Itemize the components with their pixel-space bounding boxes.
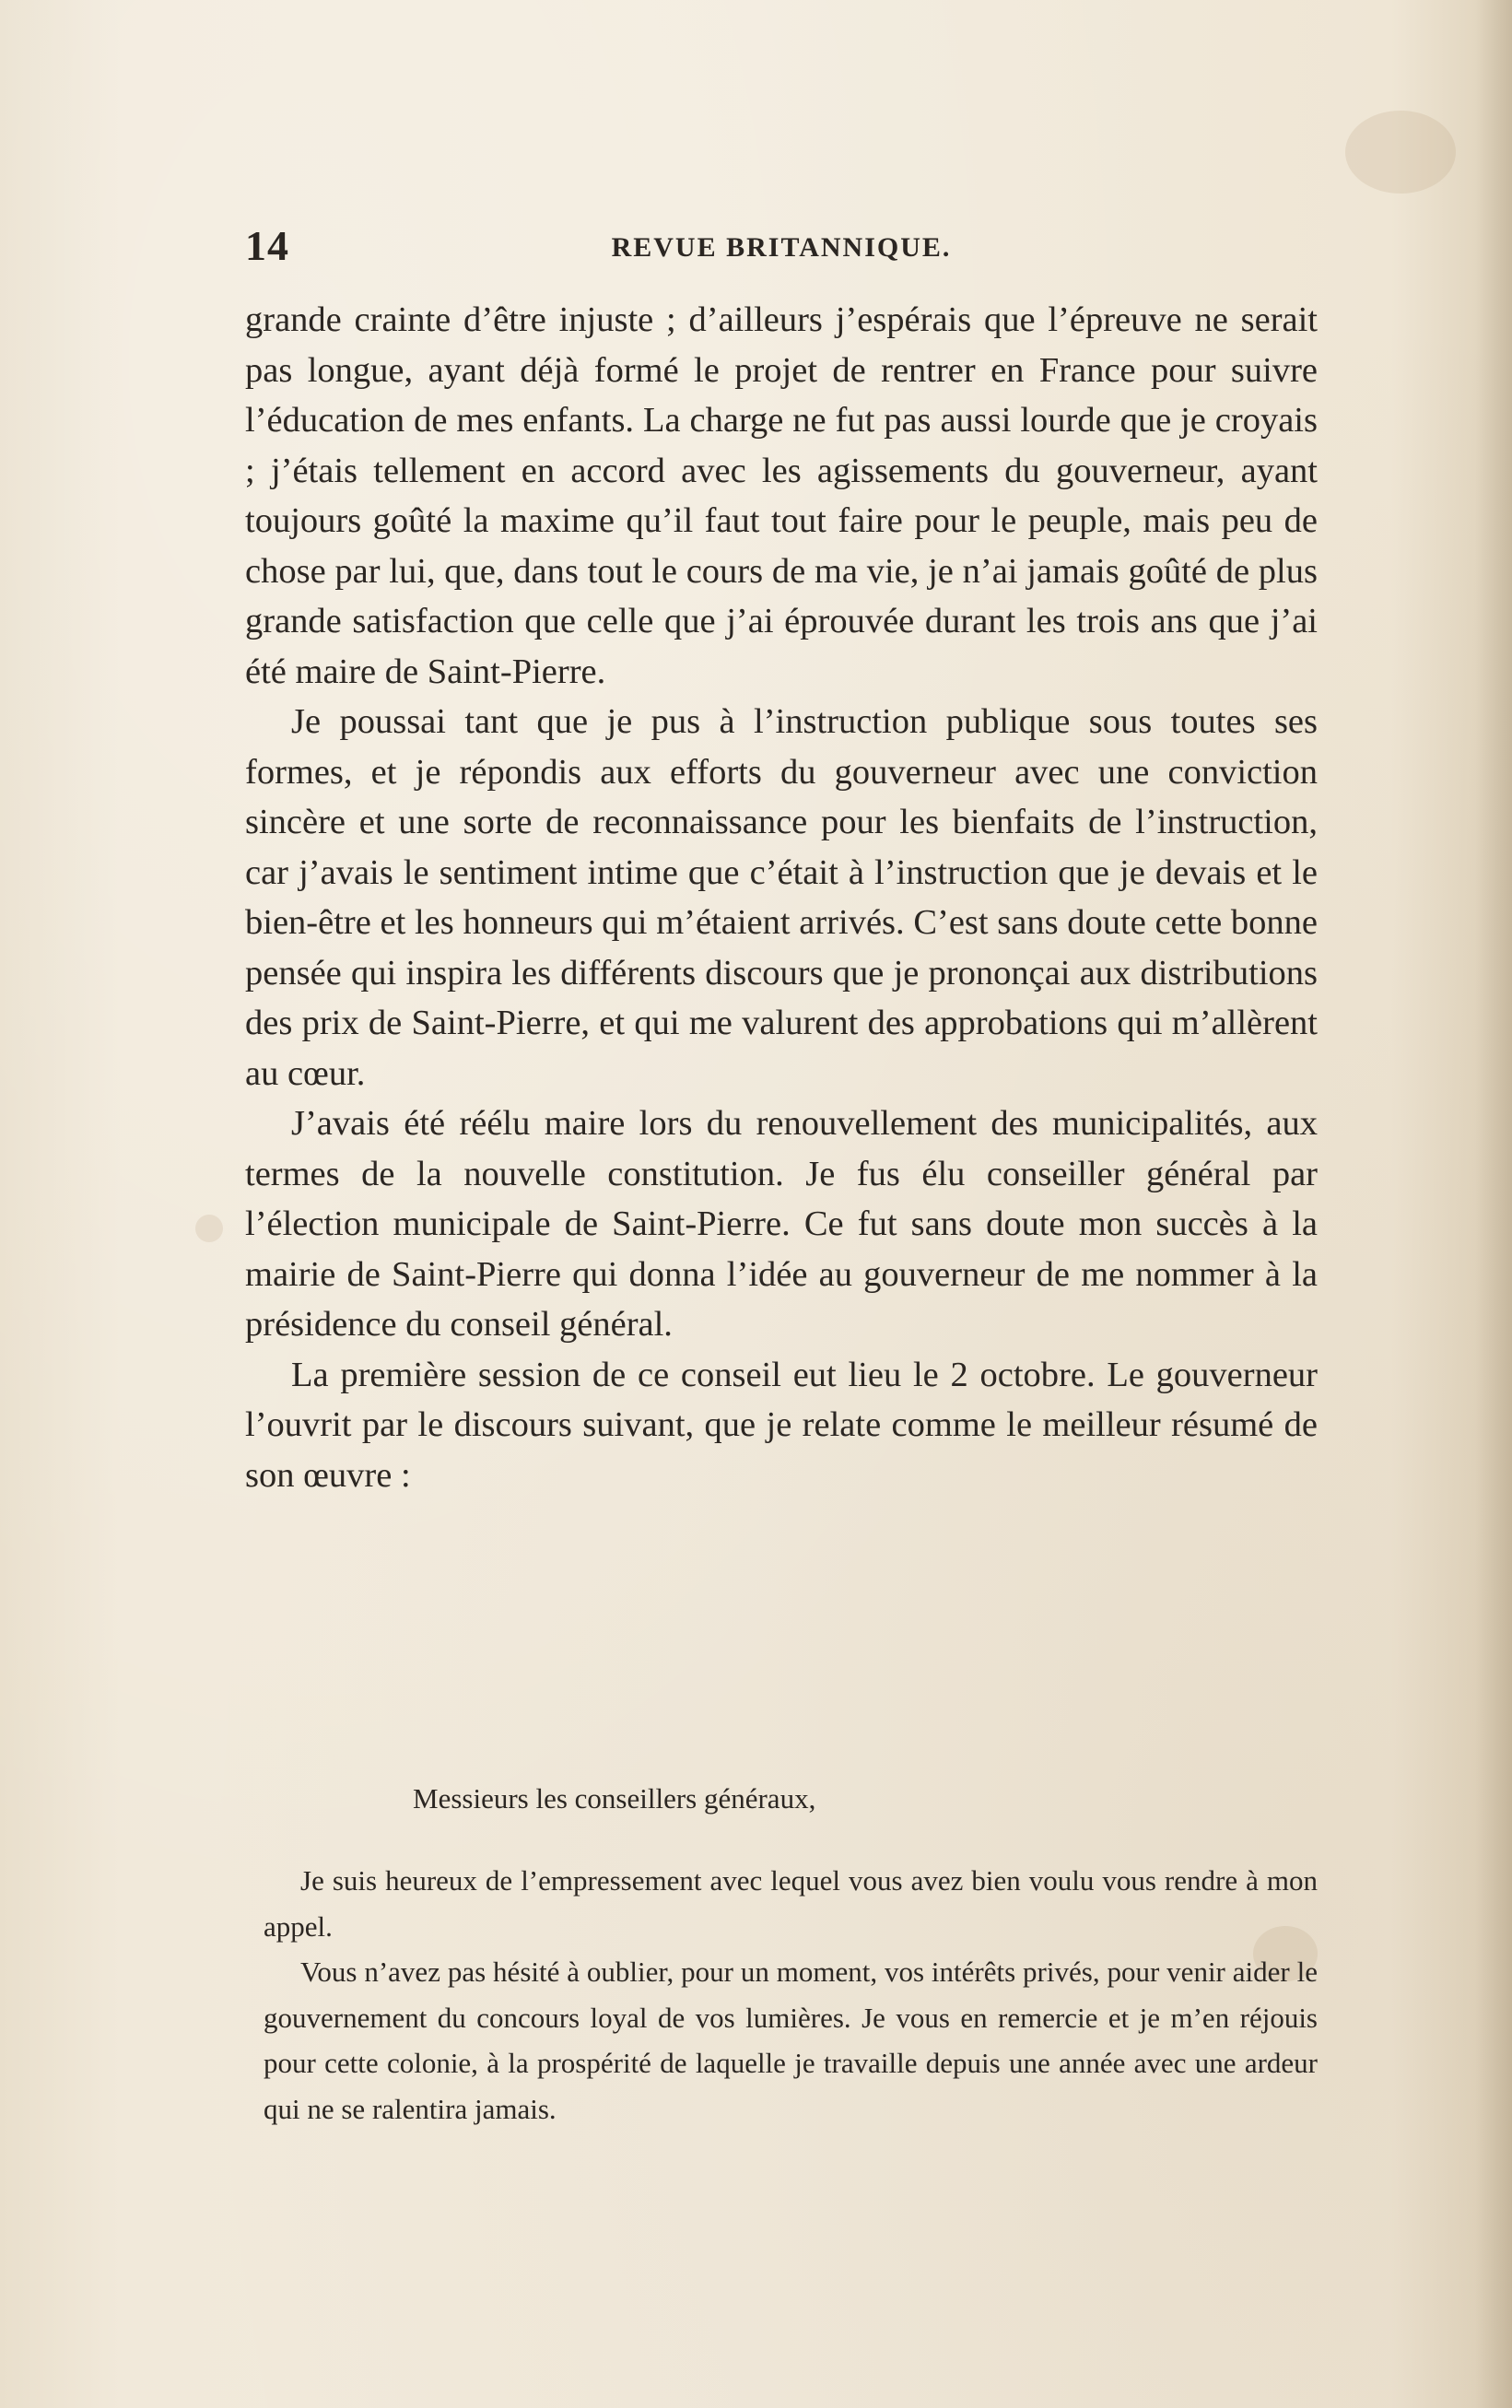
paragraph: La première session de ce conseil eut lieu le 2 octobre. Le gouverneur l’ouvrit par le discours suivant, que je relate comme le meilleur résumé de son œuvre :: [245, 1355, 1318, 1495]
speech-paragraph: Je suis heureux de l’empressement avec lequel vous avez bien voulu vous rendre à mon appel.: [264, 1864, 1318, 1943]
paragraph: J’avais été réélu maire lors du renouvellement des municipalités, aux termes de la nouvelle constitution. Je fus élu conseiller général par l’élection municipale de Saint-Pierre. Ce fut sans doute mon succès à la mairie de Saint-Pierre qui donna l’idée au gouverneur de me nommer à la présidence du conseil général.: [245, 1104, 1318, 1344]
foxing-stain: [1345, 111, 1456, 194]
foxing-stain: [195, 1215, 223, 1242]
speech-paragraph: Vous n’avez pas hésité à oublier, pour un moment, vos intérêts privés, pour venir aider le gouvernement du concours loyal de vos lumières. Je vous en remercie et je m’en réjouis pour cette colonie, à la prospérité de laquelle je travaille depuis une année avec une ardeur qui ne se ralentira jamais.: [264, 1956, 1318, 2125]
running-head: REVUE BRITANNIQUE.: [611, 232, 952, 263]
speech-salutation: Messieurs les conseillers généraux,: [413, 1782, 816, 1815]
page-number: 14: [245, 222, 289, 269]
paragraph: Je poussai tant que je pus à l’instruction publique sous toutes ses formes, et je répondis aux efforts du gouverneur avec une conviction sincère et une sorte de reconnaissance pour les bienfaits de l’instruction, car j’avais le sentiment intime que c’était à l’instruction que je devais et le bien-être et les honneurs qui m’étaient arrivés. C’est sans doute cette bonne pensée qui inspira les différents discours que je prononçai aux distributions des prix de Saint-Pierre, et qui me valurent des approbations qui m’allèrent au cœur.: [245, 702, 1318, 1093]
speech-text: [264, 1858, 1318, 2132]
body-text: [245, 295, 1318, 1500]
paragraph: grande crainte d’être injuste ; d’ailleurs j’espérais que l’épreuve ne serait pas longue, ayant déjà formé le projet de rentrer en France pour suivre l’éducation de mes enfants. La charge ne fut pas aussi lourde que je croyais ; j’étais tellement en accord avec les agissements du gouverneur, ayant toujours goûté la maxime qu’il faut tout faire pour le peuple, mais peu de chose par lui, que, dans tout le cours de ma vie, je n’ai jamais goûté de plus grande satisfaction que celle que j’ai éprouvée durant les trois ans que j’ai été maire de Saint-Pierre.: [245, 300, 1318, 691]
page-edge-shadow: [1475, 0, 1512, 2408]
page-header: [245, 221, 1318, 276]
